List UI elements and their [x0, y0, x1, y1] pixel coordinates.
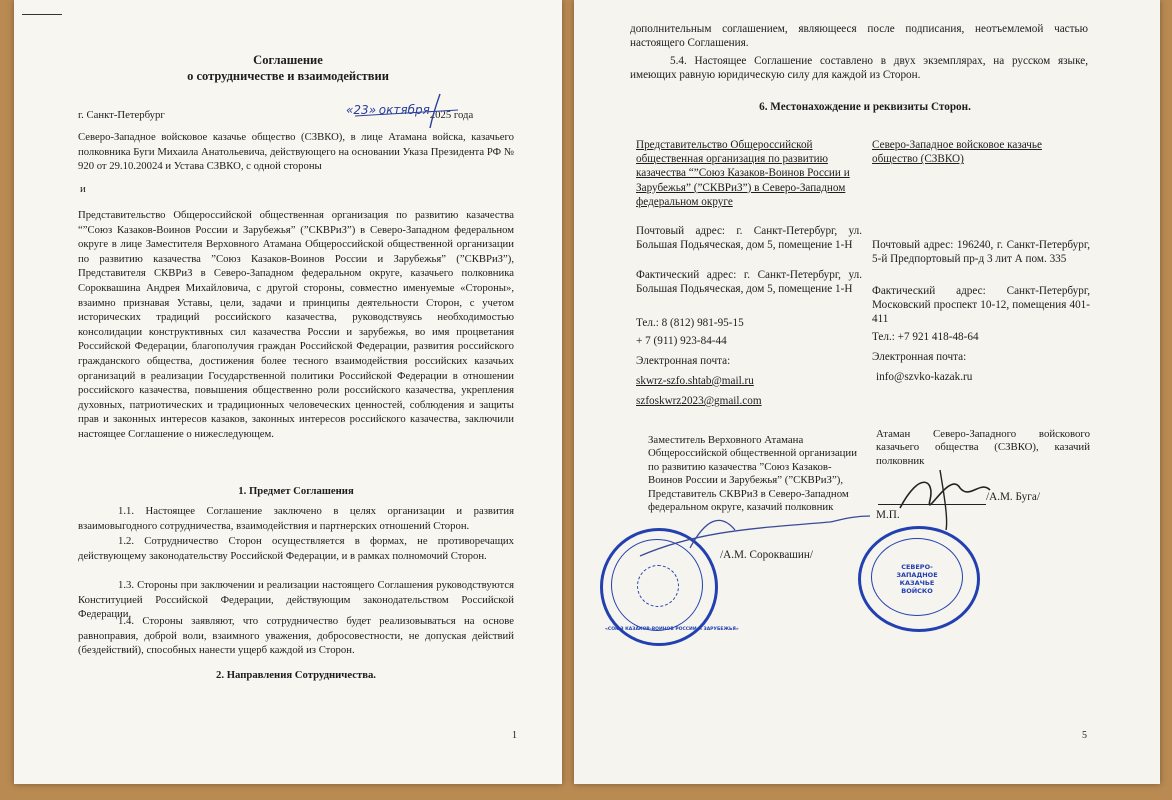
city: г. Санкт-Петербург: [78, 109, 165, 121]
party-right-email-label: Электронная почта:: [872, 351, 967, 363]
title-line-2: о сотрудничестве и взаимодействии: [187, 69, 389, 83]
section-1-title: 1. Предмет Соглашения: [238, 485, 354, 497]
date-day: 23: [353, 103, 369, 117]
stamp-place-mark: М.П.: [876, 509, 900, 521]
header-line: [22, 14, 62, 15]
document-page-5: [574, 0, 1160, 784]
document-title: [14, 52, 562, 84]
globe-icon: [637, 565, 679, 607]
preamble-party-2: Представительство Общероссийской общественная организация по развитию казачества “”Союз Казаков-Воинов России и Зарубежья” (”СКВРиЗ”) в Северо-Западном федеральном округе в лице Заместителя Верховного Атамана Общероссийской общественной организации по развитию казачества ”Союз Казаков-Воинов России и Зарубежья” (”СКВРиЗ”), Представителя СКВРиЗ в Северо-Западном федеральном округе, казачьего полковника Сороквашина Андрея Михайловича, с другой стороны, совместно именуемые «Стороны», взаимно признавая Уставы, цели, задачи и принципы деятельности Сторон, с учетом исторических традиций российского казачества, руководствуясь необходимостью консолидации конструктивных сил казачества России и зарубежья, во имя процветания Российской Федерации, благополучия граждан Российской Федерации, развития российского гражданского общества, достижения более тесного взаимодействия российских казачьих организаций в реализации Государственной политики Российской Федерации в отношении российского казачества, повышения общественно роли российского казачества, укрепления духовных, патриотических и традиционных человеческих ценностей, соблюдения и защиты прав и законных интересов казаков, законных интересов российского казачества, заключили настоящее Соглашение о нижеследующем.: [78, 209, 514, 440]
preamble-party-1: Северо-Западное войсковое казачье общество (СЗВКО), в лице Атамана войска, казачьего полковника Буги Михаила Анатольевича, действующего на основании Указа Президента РФ № 920 от 29.10.20024 и Устава СЗВКО, с одной стороны: [78, 131, 514, 173]
item-1-1: 1.1. Настоящее Соглашение заключено в целях организации и развития взаимовыгодного сотрудничества, взаимодействия и партнерских отношений Сторон.: [78, 505, 514, 532]
stamp-line-2: КАЗАЧЬЕ: [899, 579, 935, 587]
party-right-signature-name: /А.М. Буга/: [986, 491, 1040, 503]
party-right-actual-address: Фактический адрес: Санкт-Петербург, Московский проспект 10-12, помещения 401-411: [872, 285, 1090, 326]
date-close-quote: »: [368, 103, 377, 117]
agreement-date: [346, 103, 506, 119]
party-left-postal-address: Почтовый адрес: г. Санкт-Петербург, ул. Большая Подьяческая, дом 5, помещение 1-Н: [636, 225, 862, 252]
party-right-postal-address: Почтовый адрес: 196240, г. Санкт-Петербург, 5-й Предпортовый пр-д 3 лит А пом. 335: [872, 239, 1090, 266]
stamp-szvko: [858, 526, 980, 632]
party-left-email-label: Электронная почта:: [636, 355, 731, 367]
party-left-email-2[interactable]: szfoskwrz2023@gmail.com: [636, 395, 762, 407]
party-left-name: Представительство Общероссийской общественная организация по развитию казачества “”Союз Казаков-Воинов России и Зарубежья” (”СКВРиЗ”) в Северо-Западном федеральном округе: [636, 139, 850, 208]
title-line-1: Соглашение: [253, 53, 323, 67]
date-month: октября: [378, 103, 430, 117]
item-5-4: 5.4. Настоящее Соглашение составлено в двух экземплярах, на русском языке, имеющих равную юридическую силу для каждой из Сторон.: [630, 55, 1088, 82]
stamp-szvko-center-text: [883, 563, 951, 595]
party-left-signer: Заместитель Верховного Атамана Общероссийской общественной организации по развитию казачества ”Союз Казаков-Воинов России и Зарубежья” (”СКВРиЗ”), Представитель СКВРиЗ в Северо-Западном федеральном округе, казачий полковник: [648, 434, 857, 514]
party-right-name: Северо-Западное войсковое казачье общество (СЗВКО): [872, 139, 1042, 166]
party-left-email-1[interactable]: skwrz-szfo.shtab@mail.ru: [636, 375, 754, 387]
stamp-skvriz: [600, 528, 739, 646]
stamp-line-3: ВОЙСКО: [901, 587, 933, 595]
date-open-quote: «: [346, 103, 354, 117]
party-left-actual-address: Фактический адрес: г. Санкт-Петербург, ул. Большая Подьяческая, дом 5, помещение 1-Н: [636, 269, 862, 296]
page-number-5: 5: [1082, 730, 1087, 741]
party-right-phone: Тел.: +7 921 418-48-64: [872, 331, 979, 343]
party-left-phone-2: + 7 (911) 923-84-44: [636, 335, 727, 347]
document-page-1: [14, 0, 562, 784]
item-1-3: 1.3. Стороны при заключении и реализации настоящего Соглашения руководствуются Конституцией Российской Федерации, действующим законодательством Российской Федерации.: [78, 579, 514, 621]
page-number-1: 1: [512, 730, 517, 741]
continued-text: дополнительным соглашением, являющееся после подписания, неотъемлемой частью настоящего Соглашения.: [630, 23, 1088, 50]
section-2-title: 2. Направления Сотрудничества.: [216, 669, 376, 681]
item-1-4: 1.4. Стороны заявляют, что сотрудничество будет реализовываться на основе равноправия, доброй воли, взаимного уважения, добросовестности, не допуская действий (бездействий), способных нанести ущерб каждой из Сторон.: [78, 615, 514, 657]
party-right-signer: Атаман Северо-Западного войскового казачьего общества (СЗВКО), казачий полковник: [876, 428, 1090, 467]
preamble-and: и: [80, 183, 86, 195]
section-6-title: 6. Местонахождение и реквизиты Сторон.: [759, 101, 971, 113]
party-left-signature-name: /А.М. Сороквашин/: [720, 549, 814, 561]
stamp-skvriz-text: «СОЮЗ КАЗАКОВ-ВОИНОВ РОССИИ И ЗАРУБЕЖЬЯ»: [605, 627, 739, 632]
item-1-2: 1.2. Сотрудничество Сторон осуществляется в формах, не противоречащих действующему законодательству Российской Федерации, и в рамках полномочий Сторон.: [78, 535, 514, 562]
date-year: 2025 года: [429, 109, 474, 121]
signature-line: [878, 504, 986, 505]
party-right-email[interactable]: info@szvko-kazak.ru: [876, 371, 973, 383]
stamp-line-1: СЕВЕРО-ЗАПАДНОЕ: [896, 563, 938, 579]
party-left-phone-1: Тел.: 8 (812) 981-95-15: [636, 317, 744, 329]
